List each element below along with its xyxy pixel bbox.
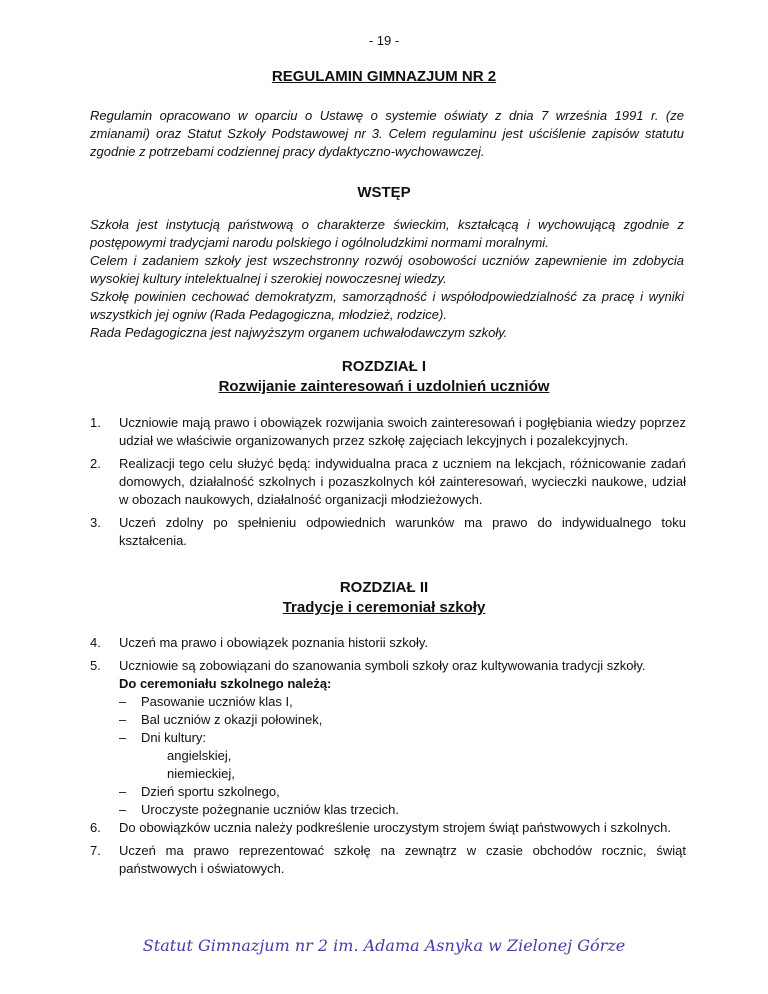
culture-subitem: angielskiej,	[167, 748, 232, 763]
document-title: REGULAMIN GIMNAZJUM NR 2	[271, 68, 497, 85]
item-number: 2.	[90, 456, 101, 471]
list-item	[90, 657, 686, 675]
wstep-paragraph: Celem i zadaniem szkoły jest wszechstronny rozwój osobowości uczniów zapewnienie im zdobycia wysokiej kultury intelektualnej i szerokiej nowoczesnej wiedzy.	[90, 253, 684, 286]
item-text: Realizacji tego celu służyć będą: indywidualna praca z uczniem na lekcjach, różnicowanie zadań domowych, działalność szkolnych i pozaszkolnych kół zainteresowań, wycieczki naukowe, udział w obozach naukowych, działalność organizacji młodzieżowych.	[119, 456, 686, 507]
culture-subitem: niemieckiej,	[167, 766, 235, 781]
item-text: Uczniowie są zobowiązani do szanowania symboli szkoły oraz kultywowania tradycji szkoły.	[119, 658, 646, 673]
item-number: 7.	[90, 843, 101, 858]
list-item	[90, 514, 686, 550]
intro-paragraph: Regulamin opracowano w oparciu o Ustawę o systemie oświaty z dnia 7 września 1991 r. (ze zmianami) oraz Statut Szkoły Podstawowej nr 3. Celem regulaminu jest uściślenie zapisów statutu zgodnie z potrzebami codziennej pracy dydaktyczno-wychowawczej.	[90, 108, 684, 159]
list-item	[90, 819, 686, 837]
item-text: Uczeń ma prawo reprezentować szkołę na zewnątrz w czasie obchodów rocznic, świąt państwowych i oświatowych.	[119, 843, 686, 876]
list-item	[90, 842, 686, 878]
page-number: - 19 -	[368, 33, 400, 48]
chapter1-header	[0, 357, 768, 397]
dash-bullet: –	[119, 694, 127, 709]
chapter1-list	[90, 414, 686, 555]
chapter1-subheading: Rozwijanie zainteresowań i uzdolnień uczniów	[218, 378, 550, 395]
list-item	[90, 455, 686, 509]
item-number: 1.	[90, 415, 101, 430]
wstep-paragraph: Szkołę powinien cechować demokratyzm, samorządność i współodpowiedzialność za pracę i wyniki wszystkich jej ogniw (Rada Pedagogiczna, młodzież, rodzice).	[90, 289, 684, 322]
item-text: Uczniowie mają prawo i obowiązek rozwijania swoich zainteresowań i pogłębiania wiedzy poprzez udział we właściwie organizowanych przez szkołę zajęciach lekcyjnych i pozalekcyjnych.	[119, 415, 686, 448]
chapter2-heading: ROZDZIAŁ II	[339, 579, 429, 596]
chapter2-header	[0, 578, 768, 618]
ceremony-item	[90, 693, 686, 711]
chapter1-heading: ROZDZIAŁ I	[341, 358, 427, 375]
wstep-paragraph: Rada Pedagogiczna jest najwyższym organem uchwałodawczym szkoły.	[90, 325, 508, 340]
chapter2-list	[90, 634, 686, 883]
ceremony-item	[90, 801, 686, 819]
ceremony-text: Pasowanie uczniów klas I,	[141, 694, 293, 709]
page-footer: Statut Gimnazjum nr 2 im. Adama Asnyka w Zielonej Górze	[142, 936, 626, 955]
ceremony-text: Uroczyste pożegnanie uczniów klas trzecich.	[141, 802, 399, 817]
item-number: 4.	[90, 635, 101, 650]
item-number: 3.	[90, 515, 101, 530]
list-item	[90, 634, 686, 652]
dash-bullet: –	[119, 730, 127, 745]
dash-bullet: –	[119, 784, 127, 799]
item-number: 6.	[90, 820, 101, 835]
ceremony-item	[90, 711, 686, 729]
dash-bullet: –	[119, 712, 127, 727]
ceremony-text: Dni kultury:	[141, 730, 207, 745]
wstep-heading: WSTĘP	[357, 184, 411, 201]
item-number: 5.	[90, 658, 101, 673]
ceremony-item	[90, 783, 686, 801]
wstep-paragraph: Szkoła jest instytucją państwową o charakterze świeckim, kształcącą i wychowującą zgodnie z postępowymi tradycjami narodu polskiego i ogólnoludzkimi normami moralnymi.	[90, 217, 684, 250]
list-item	[90, 414, 686, 450]
item-text: Do obowiązków ucznia należy podkreślenie uroczystym strojem świąt państwowych i szkolnych.	[119, 820, 672, 835]
chapter2-subheading: Tradycje i ceremoniał szkoły	[282, 599, 486, 616]
dash-bullet: –	[119, 802, 127, 817]
item-text: Uczeń ma prawo i obowiązek poznania historii szkoły.	[119, 635, 429, 650]
ceremony-text: Bal uczniów z okazji połowinek,	[141, 712, 323, 727]
ceremony-text: Dzień sportu szkolnego,	[141, 784, 280, 799]
ceremony-item	[90, 729, 686, 747]
item-text: Uczeń zdolny po spełnieniu odpowiednich warunków ma prawo do indywidualnego toku kształcenia.	[119, 515, 686, 548]
ceremony-heading: Do ceremoniału szkolnego należą:	[119, 676, 332, 691]
wstep-section	[90, 216, 684, 342]
